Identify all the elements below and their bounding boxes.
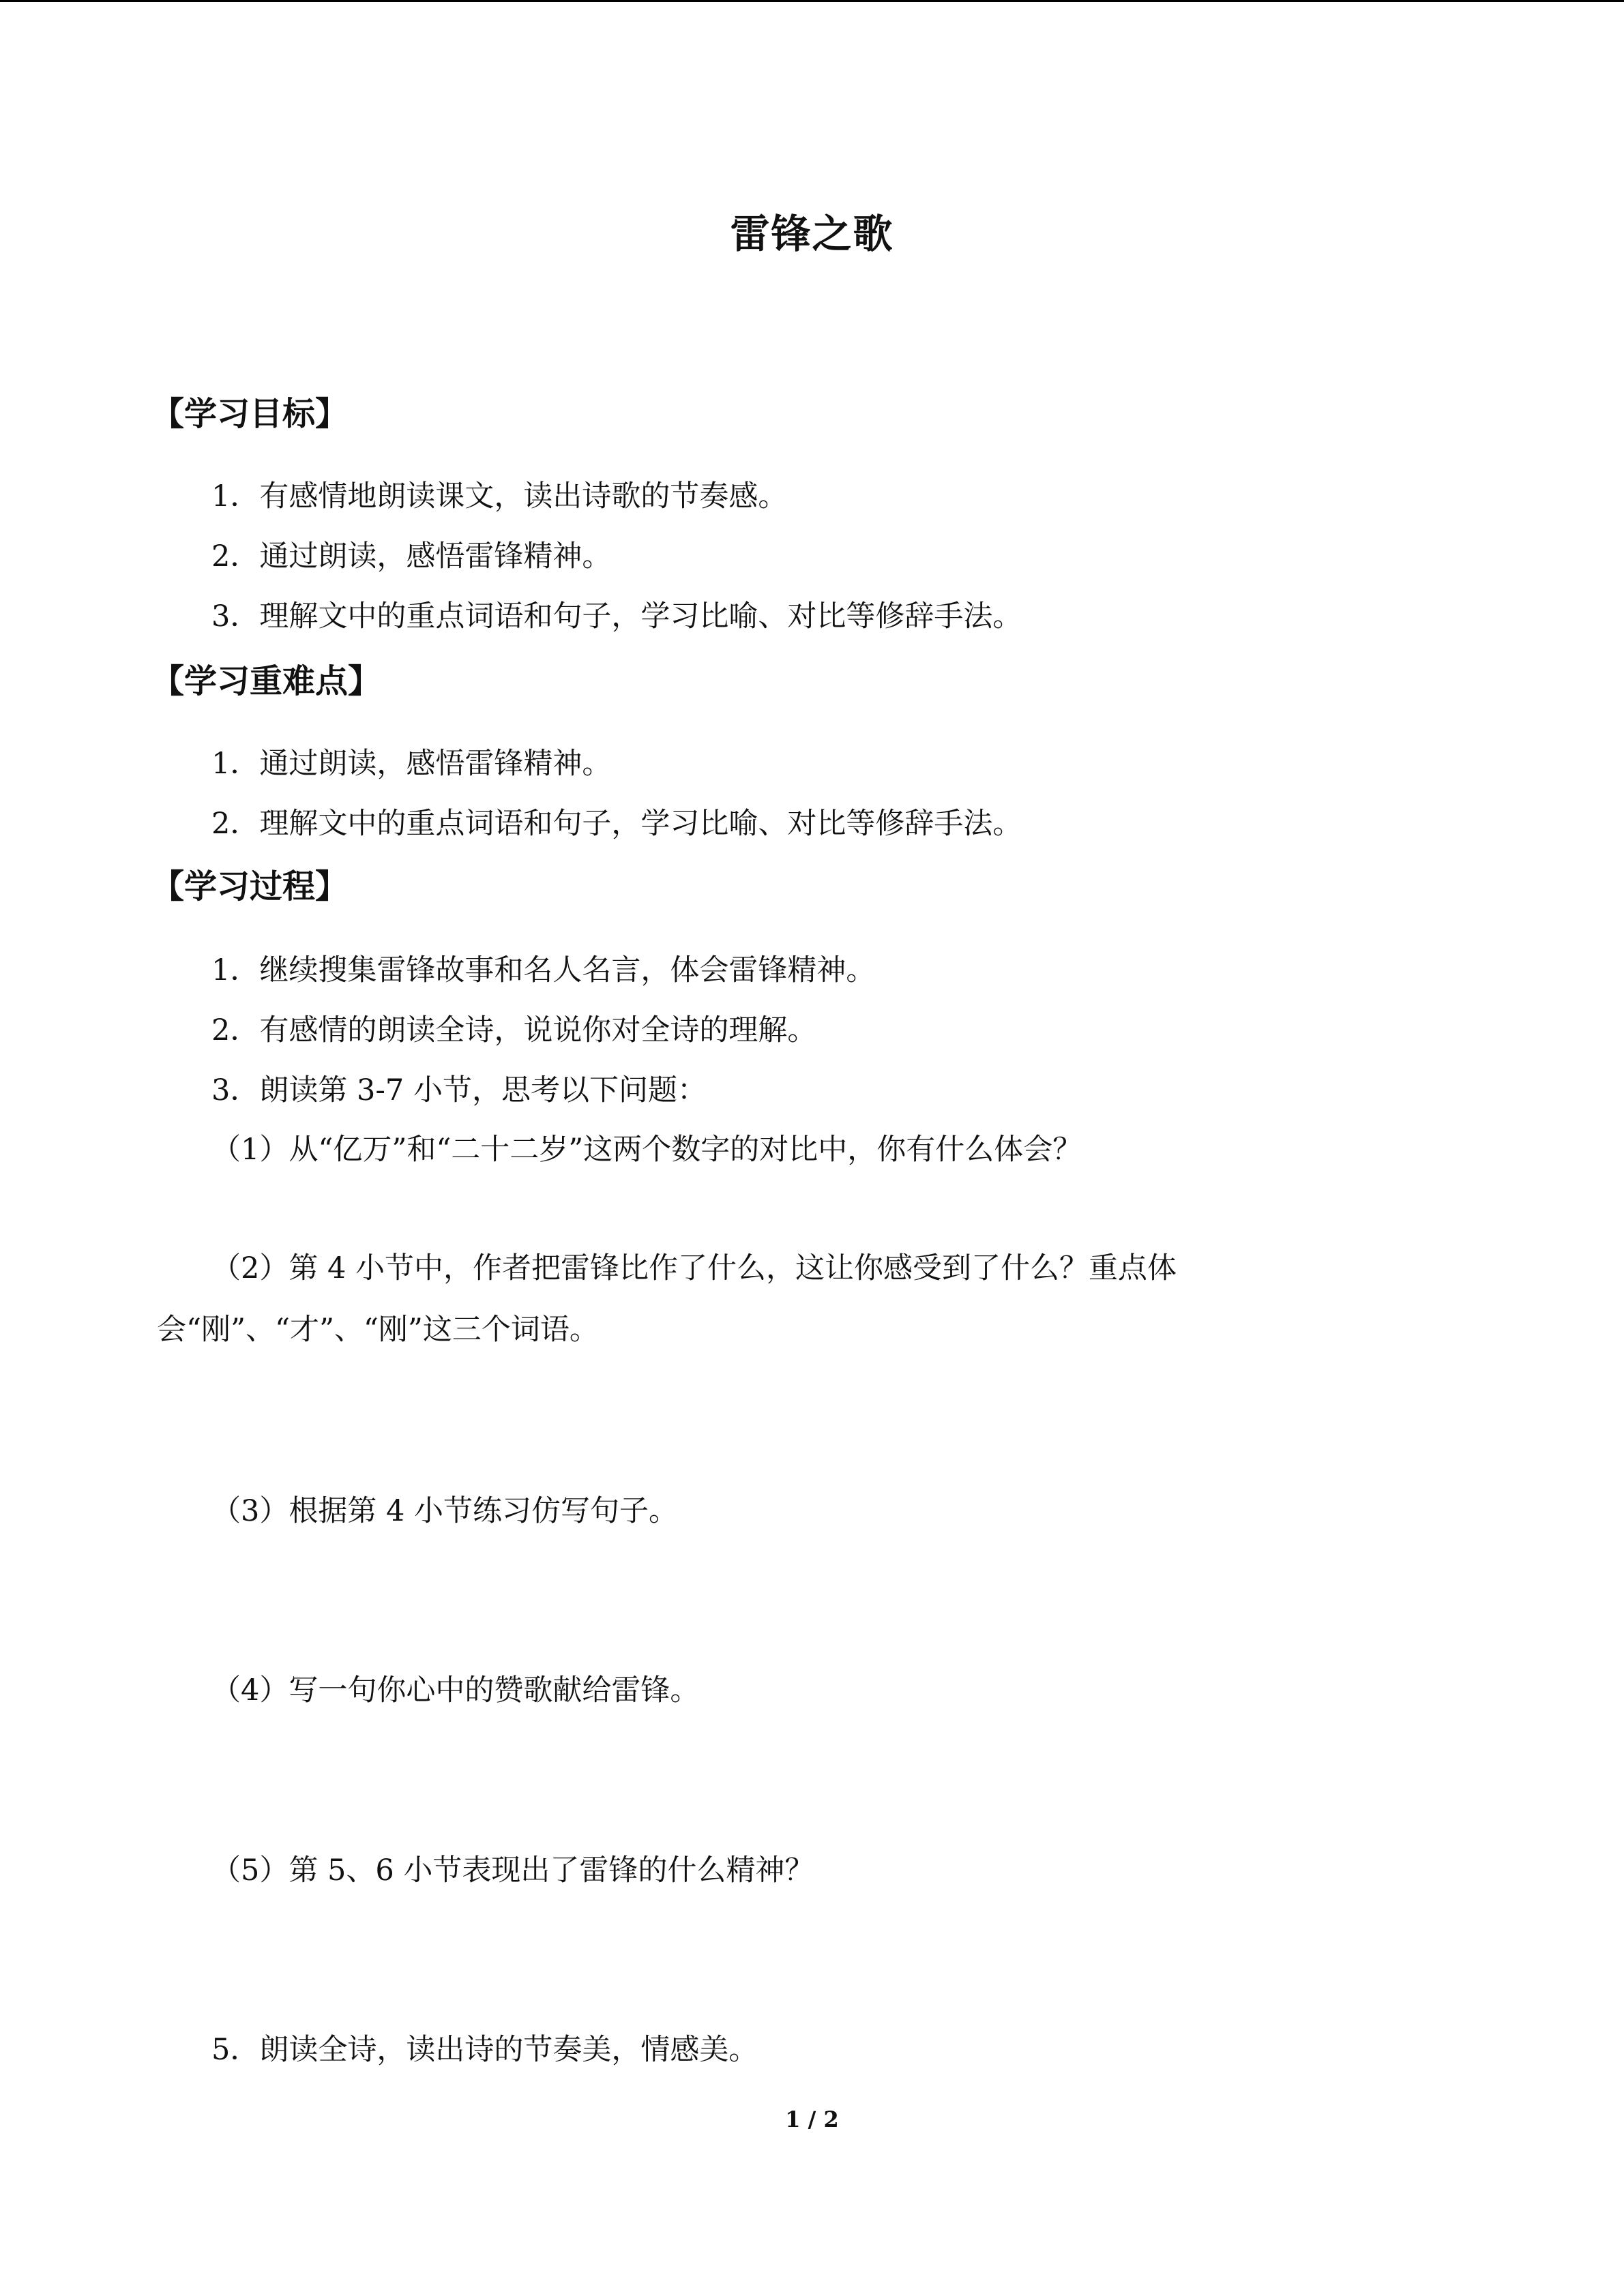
list-item: 3．朗读第 3-7 小节，思考以下问题：	[211, 1073, 707, 1107]
list-item: 5．朗读全诗，读出诗的节奏美，情感美。	[211, 2033, 758, 2067]
subquestion: （1）从“亿万”和“二十二岁”这两个数字的对比中，你有什么体会？	[211, 1133, 1082, 1167]
section-heading-learning-goals: 【学习目标】	[151, 395, 349, 433]
subquestion: （4）写一句你心中的赞歌献给雷锋。	[211, 1673, 700, 1708]
list-item: 1．通过朗读，感悟雷锋精神。	[211, 747, 612, 781]
section-heading-key-points: 【学习重难点】	[151, 662, 381, 700]
list-item: 3．理解文中的重点词语和句子，学习比喻、对比等修辞手法。	[211, 599, 1022, 633]
page-number: 1 / 2	[785, 2106, 839, 2132]
subquestion: （3）根据第 4 小节练习仿写句子。	[211, 1494, 679, 1528]
list-item: 2．有感情的朗读全诗，说说你对全诗的理解。	[211, 1013, 817, 1047]
section-heading-learning-process: 【学习过程】	[151, 867, 349, 906]
list-item: 1．有感情地朗读课文，读出诗歌的节奏感。	[211, 479, 788, 513]
list-item: 2．理解文中的重点词语和句子，学习比喻、对比等修辞手法。	[211, 807, 1022, 841]
list-item: 2．通过朗读，感悟雷锋精神。	[211, 539, 612, 573]
subquestion: （2）第 4 小节中，作者把雷锋比作了什么，这让你感受到了什么？重点体会“刚”、“才”、“刚”这三个词语。	[157, 1251, 1177, 1347]
list-item: 1．继续搜集雷锋故事和名人名言，体会雷锋精神。	[211, 953, 876, 987]
subquestion: （5）第 5、6 小节表现出了雷锋的什么精神？	[211, 1853, 814, 1888]
document-title: 雷锋之歌	[730, 211, 894, 257]
